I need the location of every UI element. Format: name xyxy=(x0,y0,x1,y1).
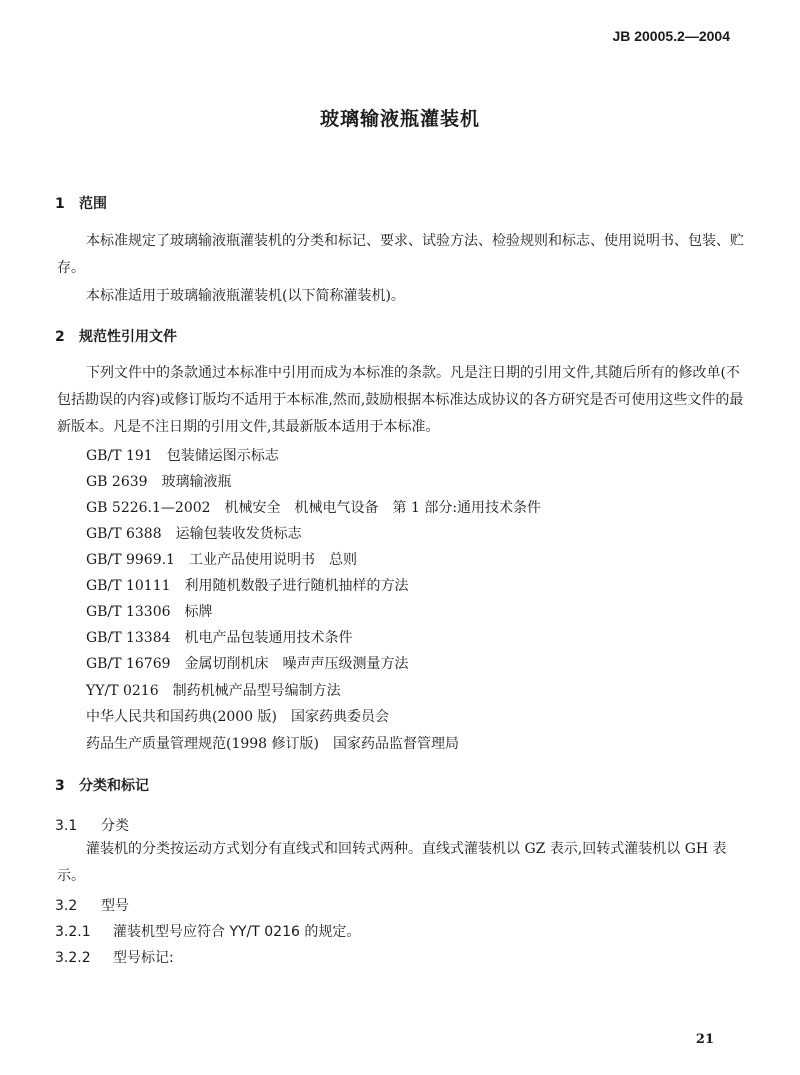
reference-item: GB 2639 玻璃输液瓶 xyxy=(86,474,232,490)
reference-item: GB/T 16769 金属切削机床 噪声声压级测量方法 xyxy=(86,656,409,672)
section-1-heading xyxy=(55,193,107,213)
clause-3-2-1-text: 灌装机型号应符合 YY/T 0216 的规定。 xyxy=(113,924,361,940)
clause-3-2-2-text: 型号标记: xyxy=(113,950,174,966)
reference-item: 中华人民共和国药典(2000 版) 国家药典委员会 xyxy=(86,709,390,725)
clause-3-2-1-number: 3.2.1 xyxy=(55,924,91,940)
section-2-heading xyxy=(55,326,177,346)
reference-item: GB/T 9969.1 工业产品使用说明书 总则 xyxy=(86,552,357,568)
reference-item: GB 5226.1—2002 机械安全 机械电气设备 第 1 部分:通用技术条件 xyxy=(86,500,542,516)
subsection-3-1-text: 灌装机的分类按运动方式划分有直线式和回转式两种。直线式灌装机以 GZ 表示,回转式灌装机以 GH 表示。 xyxy=(57,841,727,884)
reference-item: 药品生产质量管理规范(1998 修订版) 国家药品监督管理局 xyxy=(86,736,460,752)
standard-number: JB 20005.2—2004 xyxy=(612,28,730,44)
section-1-paragraph-1: 本标准规定了玻璃输液瓶灌装机的分类和标记、要求、试验方法、检验规则和标志、使用说明书、包装、贮存。 xyxy=(57,233,744,276)
subsection-3-2-title: 型号 xyxy=(101,898,129,914)
subsection-3-1-title: 分类 xyxy=(101,818,129,834)
section-1-paragraph-2: 本标准适用于玻璃输液瓶灌装机(以下简称灌装机)。 xyxy=(86,288,405,304)
subsection-3-2-heading xyxy=(55,895,129,915)
section-3-heading xyxy=(55,775,149,795)
section-2-number: 2 xyxy=(55,329,65,345)
reference-item: YY/T 0216 制药机械产品型号编制方法 xyxy=(86,683,341,699)
section-3-number: 3 xyxy=(55,778,65,794)
reference-item: GB/T 13384 机电产品包装通用技术条件 xyxy=(86,630,353,646)
reference-item: GB/T 10111 利用随机数骰子进行随机抽样的方法 xyxy=(86,578,409,594)
reference-item: GB/T 191 包装储运图示标志 xyxy=(86,448,279,464)
section-1-number: 1 xyxy=(55,196,65,212)
section-3-title: 分类和标记 xyxy=(79,778,149,794)
section-2-intro: 下列文件中的条款通过本标准中引用而成为本标准的条款。凡是注日期的引用文件,其随后所有的修改单(不包括勘误的内容)或修订版均不适用于本标准,然而,鼓励根据本标准达成协议的各方研究是否可使用这些文件的最新版本。凡是不注日期的引用文件,其最新版本适用于本标准。 xyxy=(57,365,744,435)
reference-item: GB/T 6388 运输包装收发货标志 xyxy=(86,526,302,542)
subsection-3-1-number: 3.1 xyxy=(55,818,78,834)
subsection-3-2-number: 3.2 xyxy=(55,898,78,914)
section-1-title: 范围 xyxy=(79,196,107,212)
clause-3-2-2 xyxy=(55,947,174,967)
clause-3-2-2-number: 3.2.2 xyxy=(55,950,91,966)
section-2-title: 规范性引用文件 xyxy=(79,329,177,345)
reference-item: GB/T 13306 标牌 xyxy=(86,604,213,620)
clause-3-2-1 xyxy=(55,921,360,941)
subsection-3-1-heading xyxy=(55,815,129,835)
document-title: 玻璃输液瓶灌装机 xyxy=(319,108,480,130)
page-number: 21 xyxy=(695,1032,714,1047)
